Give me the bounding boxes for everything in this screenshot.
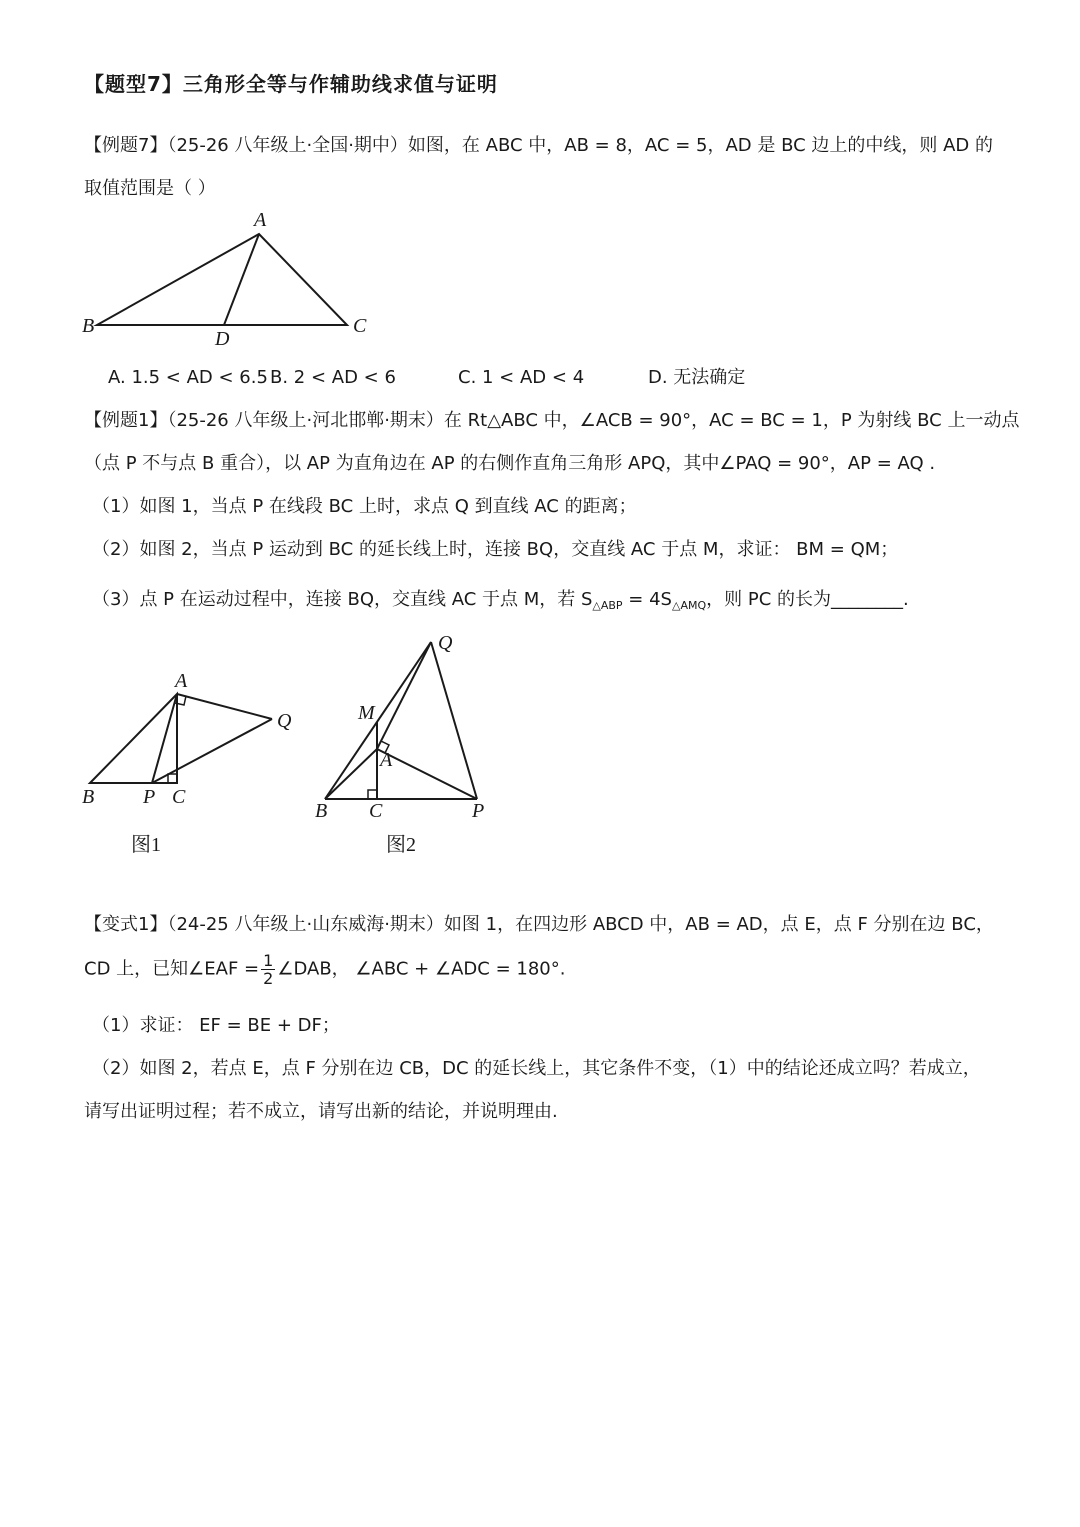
- ex7-option-c: C. 1 < AD < 4: [458, 367, 585, 388]
- fraction-one-half: $\frac{1}{2}$: [263, 951, 274, 988]
- var1-subquestion-2-line2: 请写出证明过程；若不成立，请写出新的结论，并说明理由.: [84, 1101, 558, 1122]
- point-label-b: B: [82, 315, 95, 337]
- fig2-label-b: B: [315, 800, 328, 822]
- right-angle-mark-c-fig2: [368, 790, 377, 799]
- section-title: 【题型7】三角形全等与作辅助线求值与证明: [84, 72, 498, 96]
- ex1-question-line1: 【例题1】（25-26 八年级上·河北邯郸·期末）在 Rt△ABC 中，∠ACB = 90°，AC = BC = 1，P 为射线 BC 上一动点: [84, 410, 1020, 431]
- var1-subquestion-1: （1）求证： EF = BE + DF；: [92, 1015, 340, 1036]
- fig1-label-a: A: [175, 670, 188, 692]
- segment-qp-fig2: [431, 642, 477, 799]
- fig1-label-p: P: [143, 786, 156, 808]
- fig1-label-c: C: [172, 786, 186, 808]
- ex1-subquestion-1: （1）如图 1，当点 P 在线段 BC 上时，求点 Q 到直线 AC 的距离；: [92, 496, 637, 517]
- ex7-option-a: A. 1.5 < AD < 6.5: [108, 367, 268, 388]
- fig2-label-c: C: [369, 800, 383, 822]
- point-label-d: D: [215, 328, 230, 350]
- ex1-question-line2: （点 P 不与点 B 重合），以 AP 为直角边在 AP 的右侧作直角三角形 APQ，其中∠PAQ = 90°，AP = AQ .: [84, 453, 936, 474]
- segment-aq-fig2: [377, 642, 431, 749]
- ex7-option-d: D. 无法确定: [648, 367, 746, 388]
- ex7-question-line1: 【例题7】（25-26 八年级上·全国·期中）如图，在 ABC 中，AB = 8，AC = 5，AD 是 BC 边上的中线，则 AD 的: [84, 135, 994, 156]
- point-label-c: C: [353, 315, 367, 337]
- point-label-a: A: [254, 209, 267, 231]
- ex1-subquestion-2: （2）如图 2，当点 P 运动到 BC 的延长线上时，连接 BQ，交直线 AC 于点 M，求证： BM = QM；: [92, 539, 899, 560]
- segment-ba-fig2: [325, 749, 377, 799]
- fig2-caption: 图2: [386, 834, 416, 856]
- ex7-question-line2: 取值范围是（ ）: [84, 178, 216, 199]
- fig2-label-a: A: [380, 749, 393, 771]
- fig2-label-m: M: [358, 702, 375, 724]
- var1-question-line2: CD 上，已知∠EAF = $\frac{1}{2}$ ∠DAB， ∠ABC + ∠ADC = 180°.: [84, 951, 566, 988]
- ex7-option-b: B. 2 < AD < 6: [270, 367, 396, 388]
- var1-subquestion-2-line1: （2）如图 2，若点 E，点 F 分别在边 CB，DC 的延长线上，其它条件不变，（1）中的结论还成立吗？若成立，: [92, 1058, 981, 1079]
- fig1-caption: 图1: [131, 834, 161, 856]
- ex1-subquestion-3: （3）点 P 在运动过程中，连接 BQ，交直线 AC 于点 M，若 $S_{\triangle ABP} = 4S_{\triangle AMQ}$，则 PC 的长为________.: [92, 589, 909, 612]
- fig1-label-b: B: [82, 786, 95, 808]
- fig1-label-q: Q: [277, 710, 292, 732]
- fig2-label-q: Q: [438, 632, 453, 654]
- fig2-label-p: P: [472, 800, 485, 822]
- var1-question-line1: 【变式1】（24-25 八年级上·山东威海·期末）如图 1，在四边形 ABCD 中，AB = AD，点 E，点 F 分别在边 BC，: [84, 914, 994, 935]
